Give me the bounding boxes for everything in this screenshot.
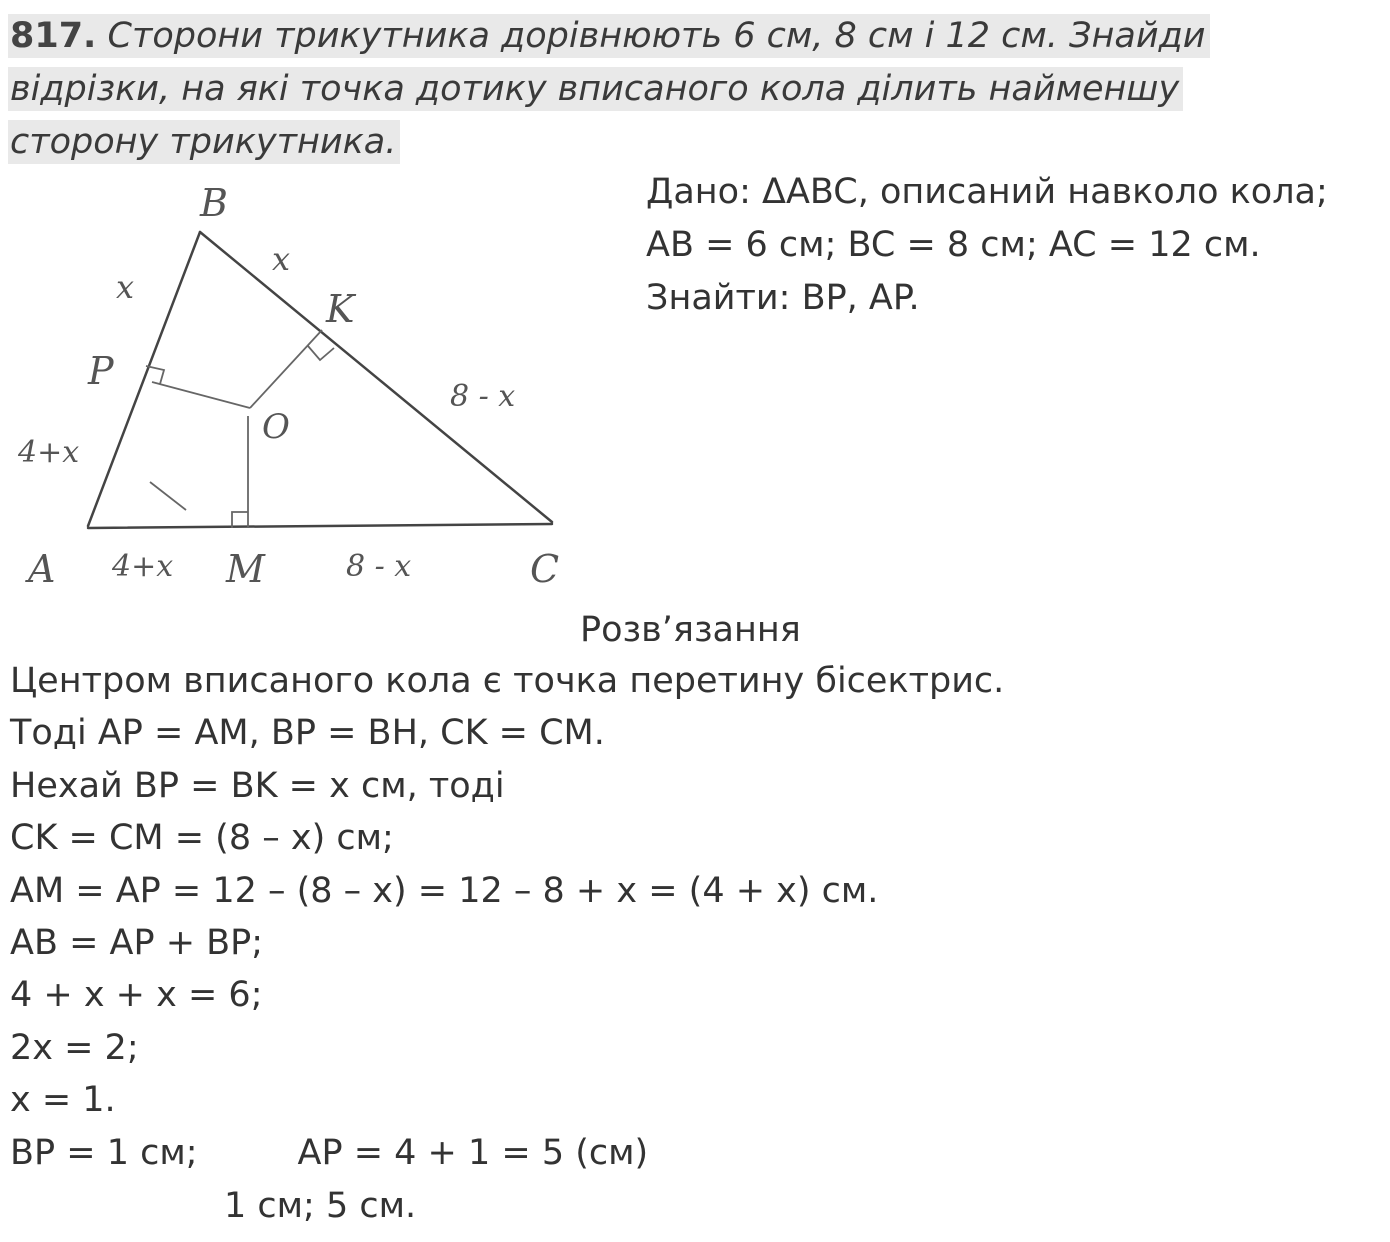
solution-line-3: Нехай BP = BK = x см, тоді	[10, 765, 505, 806]
label-a: A	[28, 547, 56, 591]
label-m: M	[226, 547, 265, 591]
problem-number: 817.	[10, 16, 97, 56]
problem-line-2: відрізки, на які точка дотику вписаного кола ділить найменшу	[8, 67, 1183, 111]
label-o: O	[262, 407, 290, 447]
segment-am-label: 4+x	[112, 549, 174, 584]
given-line-2: AB = 6 см; BC = 8 см; AC = 12 см.	[646, 225, 1261, 265]
label-b: B	[200, 181, 228, 225]
answer: 1 см; 5 см.	[224, 1186, 417, 1226]
right-angle-k	[308, 346, 334, 360]
result-bp: BP = 1 см;	[10, 1132, 198, 1173]
segment-ap-label: 4+x	[18, 435, 80, 470]
side-ac	[88, 524, 552, 528]
given-line-3: Знайти: BP, AP.	[646, 278, 920, 318]
label-c: C	[530, 547, 560, 591]
solution-line-8: 2x = 2;	[10, 1027, 139, 1068]
given-line-1: Дано: ΔABC, описаний навколо кола;	[646, 172, 1328, 212]
problem-line-1: 817. Сторони трикутника дорівнюють 6 см, 8 см і 12 см. Знайди	[8, 14, 1210, 58]
solution-line-9: x = 1.	[10, 1080, 116, 1121]
label-p: P	[88, 349, 114, 393]
solution-line-1: Центром вписаного кола є точка перетину бісектрис.	[10, 661, 1005, 701]
bisector-ao	[150, 482, 186, 510]
solution-line-5: AM = AP = 12 – (8 – x) = 12 – 8 + x = (4 + x) см.	[10, 870, 879, 911]
side-bc	[200, 232, 552, 522]
segment-bk-label: x	[272, 240, 291, 278]
radius-op	[152, 382, 250, 408]
result-ap: AP = 4 + 1 = 5 (см)	[297, 1132, 649, 1173]
solution-result-line	[10, 1127, 1380, 1179]
solution-title: Розв’язання	[580, 610, 801, 650]
triangle-figure	[0, 170, 600, 600]
segment-bp-label: x	[116, 268, 135, 306]
given-block	[646, 166, 1386, 325]
radius-ok	[250, 330, 322, 408]
label-k: K	[326, 287, 355, 331]
triangle-drawing	[0, 170, 600, 600]
problem-statement	[8, 10, 1278, 169]
segment-ck-label: 8 - x	[450, 379, 516, 414]
solution-block	[10, 655, 1380, 1179]
solution-line-6: AB = AP + BP;	[10, 922, 264, 963]
solution-line-2: Тоді AP = AM, BP = BH, CK = CM.	[10, 713, 605, 754]
problem-line-3: сторону трикутника.	[8, 120, 400, 164]
solution-line-7: 4 + x + x = 6;	[10, 975, 263, 1016]
solution-line-4: CK = CM = (8 – x) см;	[10, 818, 394, 859]
segment-cm-label: 8 - x	[346, 549, 412, 584]
